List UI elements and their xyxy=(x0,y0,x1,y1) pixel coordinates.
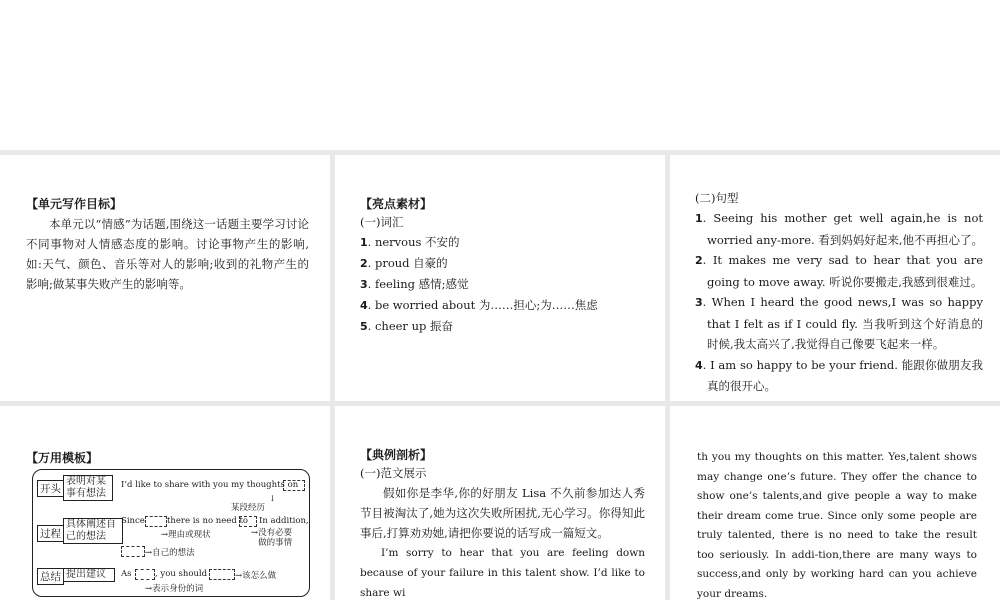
vocab-item: 3. feeling 感情;感觉 xyxy=(360,277,469,291)
panel-example-analysis xyxy=(335,406,665,600)
top-blank-area xyxy=(0,0,1000,150)
example-subheading: (一)范文展示 xyxy=(360,466,427,480)
template-heading: 【万用模板】 xyxy=(26,451,99,465)
vocab-item: 1. nervous 不安的 xyxy=(360,235,460,249)
blank-slot xyxy=(239,516,257,527)
row-box-summary: 提出建议 xyxy=(63,568,115,582)
row-label-summary: 总结 xyxy=(37,568,64,585)
panel-sentence-patterns xyxy=(670,155,1000,401)
panel-writing-goal xyxy=(0,155,330,401)
arrow-icon: ↓ xyxy=(269,494,276,503)
row-label-process: 过程 xyxy=(37,525,64,542)
sentence-subheading: (二)句型 xyxy=(695,191,739,205)
essay-opening: I’m sorry to hear that you are feeling down because of your failure in this talent show. I’d like to share wi xyxy=(360,547,645,599)
writing-prompt: 假如你是李华,你的好朋友 Lisa 不久前参加达人秀节目被淘汰了,她为这次失败所困扰,无心学习。你得知此事后,打算劝劝她,请把你要说的话写成一篇短文。 xyxy=(360,486,645,540)
blank-slot xyxy=(135,569,155,580)
vocabulary-subheading: (一)词汇 xyxy=(360,215,404,229)
template-diagram xyxy=(32,469,310,597)
sentence-item: 4. I am so happy to be your friend. 能跟你做朋友我真的很开心。 xyxy=(695,357,983,393)
sentence-item: 2. It makes me very sad to hear that you are going to move away. 听说你要搬走,我感到很难过。 xyxy=(695,253,983,289)
vocab-item: 5. cheer up 振奋 xyxy=(360,319,454,333)
row-label-opening: 开头 xyxy=(37,480,64,497)
vocab-item: 4. be worried about 为……担心;为……焦虑 xyxy=(360,298,598,312)
as-word: As xyxy=(121,569,132,579)
blank-slot xyxy=(209,569,235,580)
note-what-to-do: →该怎么做 xyxy=(235,571,277,581)
no-need-phrase: there is no need to xyxy=(167,516,249,526)
note-experience: 某段经历 xyxy=(231,503,266,513)
note-own-thoughts: →自己的想法 xyxy=(145,548,195,558)
note-reason: →理由或现状 xyxy=(161,530,211,540)
note-identity: →表示身份的词 xyxy=(145,584,204,594)
panel-vocabulary xyxy=(335,155,665,401)
row-box-opening: 表明对某事有想法 xyxy=(63,475,113,501)
essay-continuation: th you my thoughts on this matter. Yes,talent shows may change one’s future. They offer the chance to show one’s talents,and give people a way to make their dream come true. Since only some people are truly talented, there is no need to take the result too seriously. In addi-tion,there are many ways to success,and only by working hard can you achieve your dreams. xyxy=(697,451,977,600)
row-box-process: 具体阐述自己的想法 xyxy=(63,518,123,544)
panel-template xyxy=(0,406,330,600)
blank-slot xyxy=(121,546,145,557)
vocab-item: 2. proud 自豪的 xyxy=(360,256,448,270)
opening-sentence: I’d like to share with you my thoughts on xyxy=(121,480,299,490)
blank-slot xyxy=(145,516,167,527)
writing-goal-body: 本单元以“情感”为话题,围绕这一话题主要学习讨论不同事物对人情感态度的影响。讨论事物产生的影响,如:天气、颜色、音乐等对人的影响;收到的礼物产生的影响;做某事失败产生的影响等。 xyxy=(26,217,309,291)
sentence-item: 1. Seeing his mother get well again,he is not worried any-more. 看到妈妈好起来,他不再担心了。 xyxy=(695,211,984,247)
highlight-material-heading: 【亮点素材】 xyxy=(360,197,433,211)
you-should-phrase: , you should xyxy=(155,569,208,579)
in-addition-phrase: In addition, xyxy=(259,516,309,526)
writing-goal-heading: 【单元写作目标】 xyxy=(26,197,123,211)
sentence-item: 3. When I heard the good news,I was so happy that I felt as if I could fly. 当我听到这个好消息的时候,我太高兴了,我觉得自己像要飞起来一样。 xyxy=(695,295,983,351)
note-no-necessary: →没有必要做的事情 xyxy=(251,528,293,548)
blank-slot xyxy=(283,480,305,491)
panel-essay-continued xyxy=(670,406,1000,600)
example-heading: 【典例剖析】 xyxy=(360,448,433,462)
since-word: Since xyxy=(121,516,145,526)
